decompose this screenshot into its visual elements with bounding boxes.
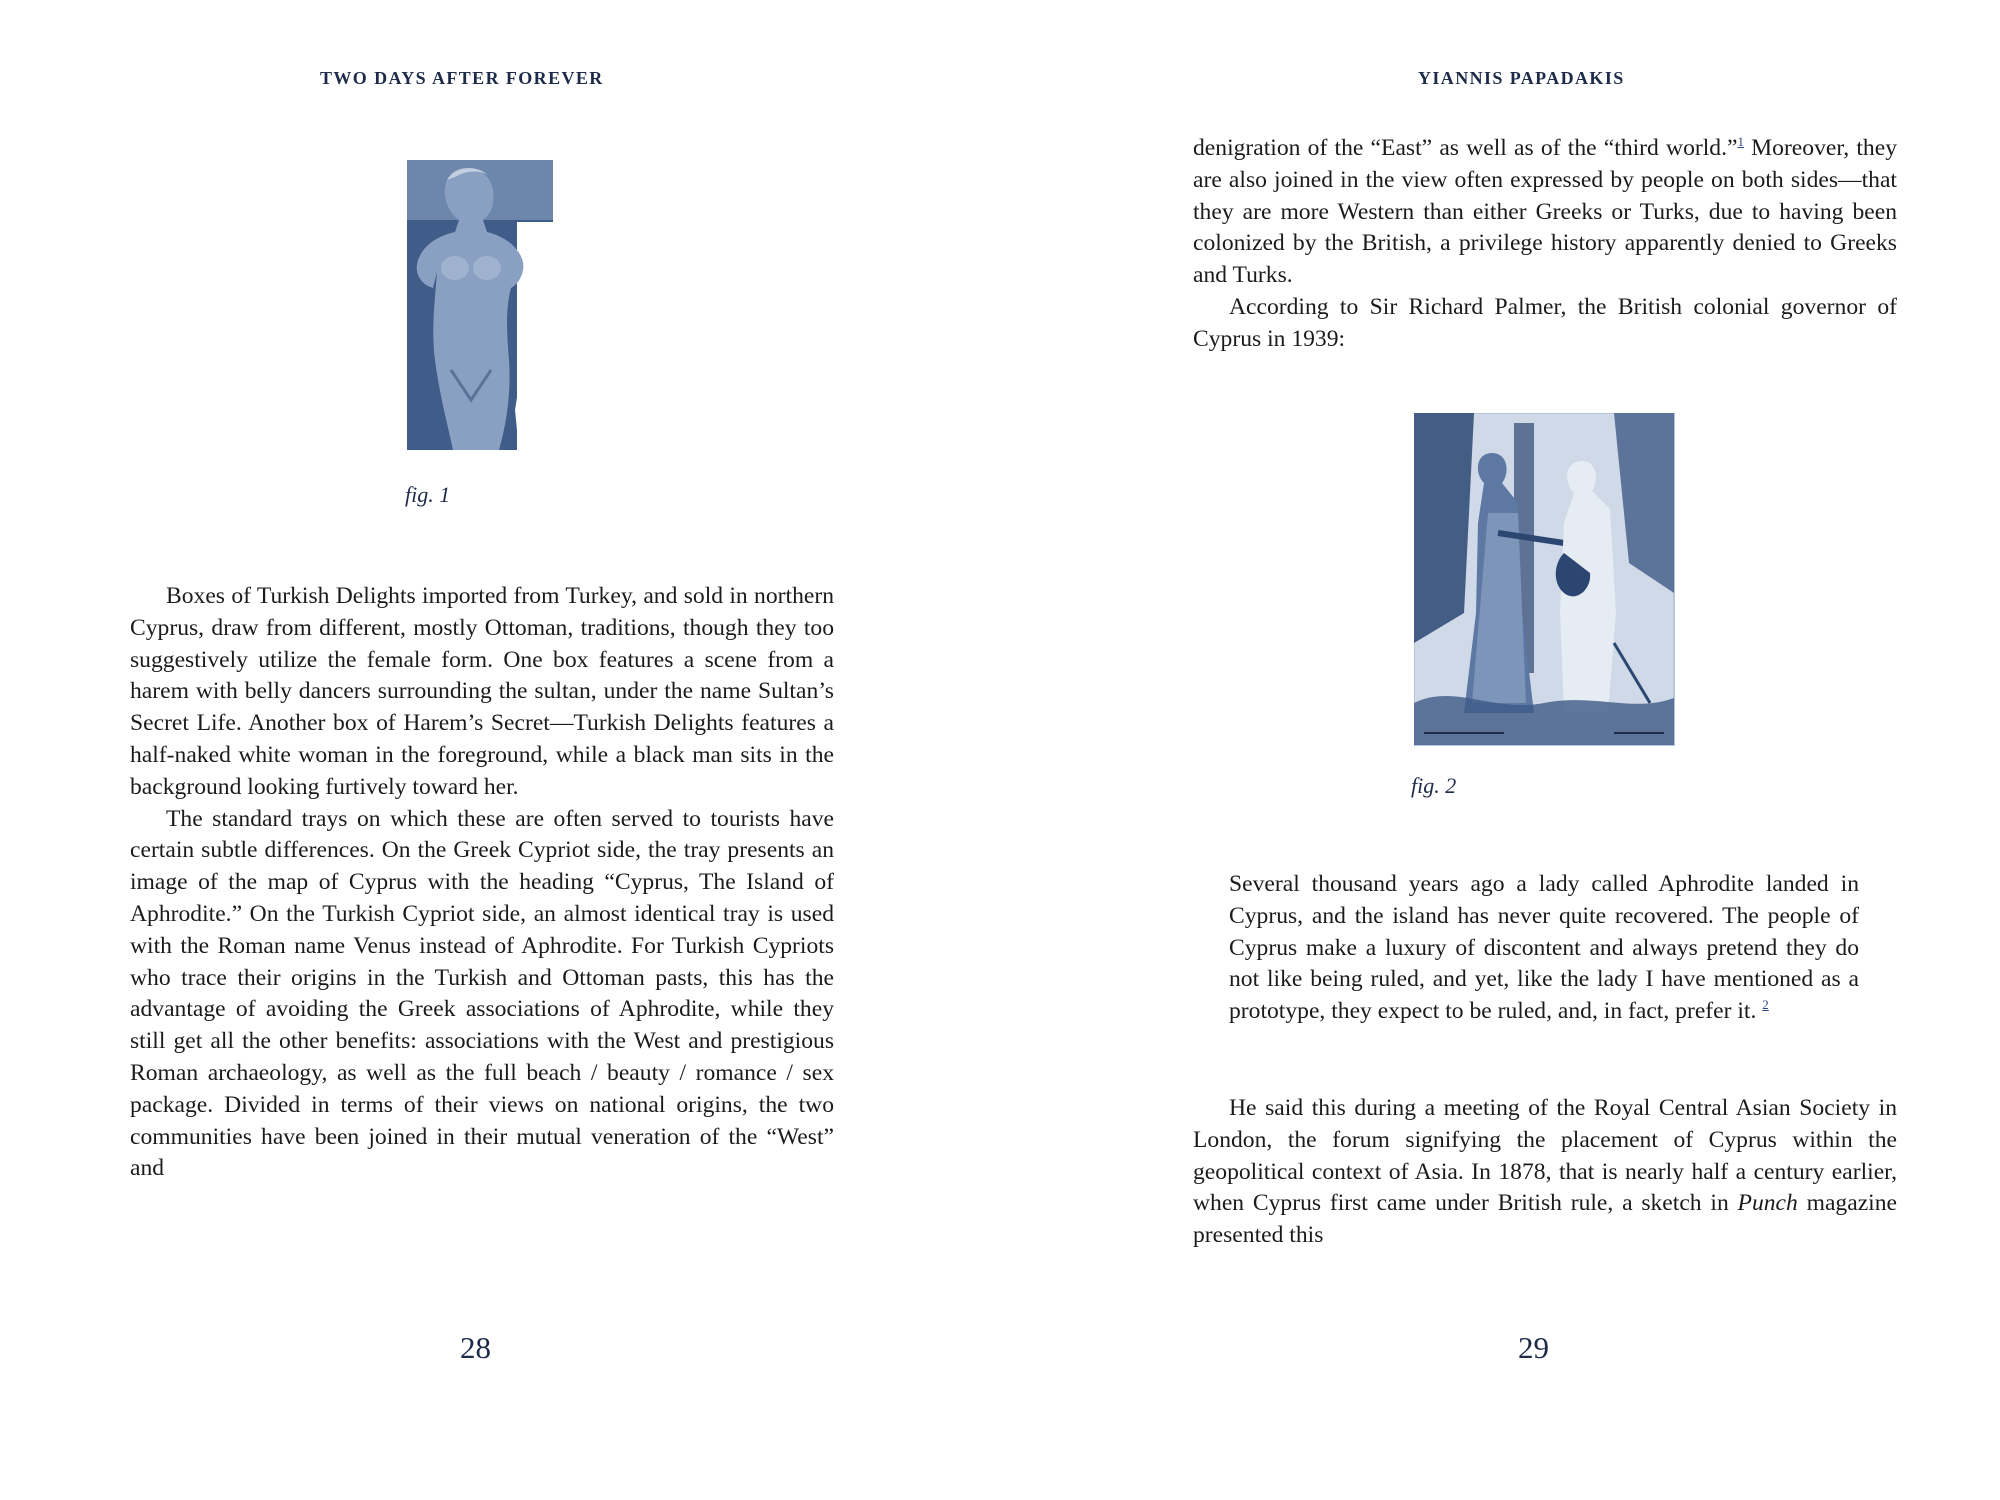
paragraph: According to Sir Richard Palmer, the British colonial governor of Cyprus in 1939: [1193, 293, 1897, 352]
quote-text [1229, 869, 1859, 1028]
page-number-right: 29 [1518, 1330, 1549, 1365]
figure-2-punch-engraving-image [1414, 413, 1676, 747]
paragraph-text: magazine presented this [1193, 1190, 1897, 1249]
running-head-left: TWO DAYS AFTER FOREVER [320, 68, 604, 88]
running-head-right: YIANNIS PAPADAKIS [1418, 68, 1625, 88]
figure-1-caption: fig. 1 [405, 482, 451, 507]
right-page [1000, 0, 2000, 1500]
footnote-link-1[interactable]: 1 [1737, 134, 1744, 149]
paragraph: The standard trays on which these are often served to tourists have certain subtle differences. On the Greek Cypriot side, the tray presents an image of the map of Cyprus with the heading “Cyprus, The Island of Aphrodite.” On the Turkish Cypriot side, an almost identical tray is used with the Roman name Venus instead of Aphrodite. For Turkish Cypriots who trace their origins in the Turkish and Ottoman pasts, this has the advantage of avoiding the Greek associations of Aphrodite, while they still get all the other benefits: associations with the West and prestigious Roman archaeology, as well as the full beach / beauty / romance / sex package. Divided in terms of their views on national origins, the two communities have been joined in their mutual veneration of the “West” and [130, 805, 834, 1182]
paragraph [1193, 133, 1897, 292]
paragraph [1193, 1093, 1897, 1252]
right-body-text-bottom [1193, 1093, 1897, 1252]
page-number-left: 28 [460, 1330, 491, 1365]
paragraph-text: Moreover, they are also joined in the view often expressed by people on both sides—that they are more Western than either Greeks or Turks, due to having been colonized by the British, a privilege history apparently denied to Greeks and Turks. [1193, 135, 1897, 289]
paragraph-text: denigration of the “East” as well as of the “third world.” [1193, 135, 1738, 161]
figure-1-venus-statue-image [407, 160, 557, 452]
right-body-text-top [1193, 133, 1897, 356]
figure-2-caption: fig. 2 [1411, 773, 1457, 798]
block-quote [1229, 869, 1859, 1028]
left-body-text [130, 581, 834, 1185]
footnote-link-2[interactable]: 2 [1762, 997, 1769, 1013]
paragraph-text: He said this during a meeting of the Royal Central Asian Society in London, the forum signifying the placement of Cyprus within the geopolitical context of Asia. In 1878, that is nearly half a century earlier, when Cyprus first came under British rule, a sketch in [1193, 1095, 1897, 1217]
quote-body: Several thousand years ago a lady called Aphrodite landed in Cyprus, and the island has never quite recovered. The people of Cyprus make a luxury of discontent and always pretend they do not like being ruled, and yet, like the lady I have mentioned as a prototype, they expect to be ruled, and, in fact, prefer it. [1229, 871, 1859, 1025]
paragraph: Boxes of Turkish Delights imported from Turkey, and sold in northern Cyprus, draw from different, mostly Ottoman, traditions, though they too suggestively utilize the female form. One box features a scene from a harem with belly dancers surrounding the sultan, under the name Sultan’s Secret Life. Another box of Harem’s Secret—Turkish Delights features a half-naked white woman in the foreground, while a black man sits in the background looking furtively toward her. [130, 583, 834, 800]
magazine-title: Punch [1737, 1190, 1798, 1217]
